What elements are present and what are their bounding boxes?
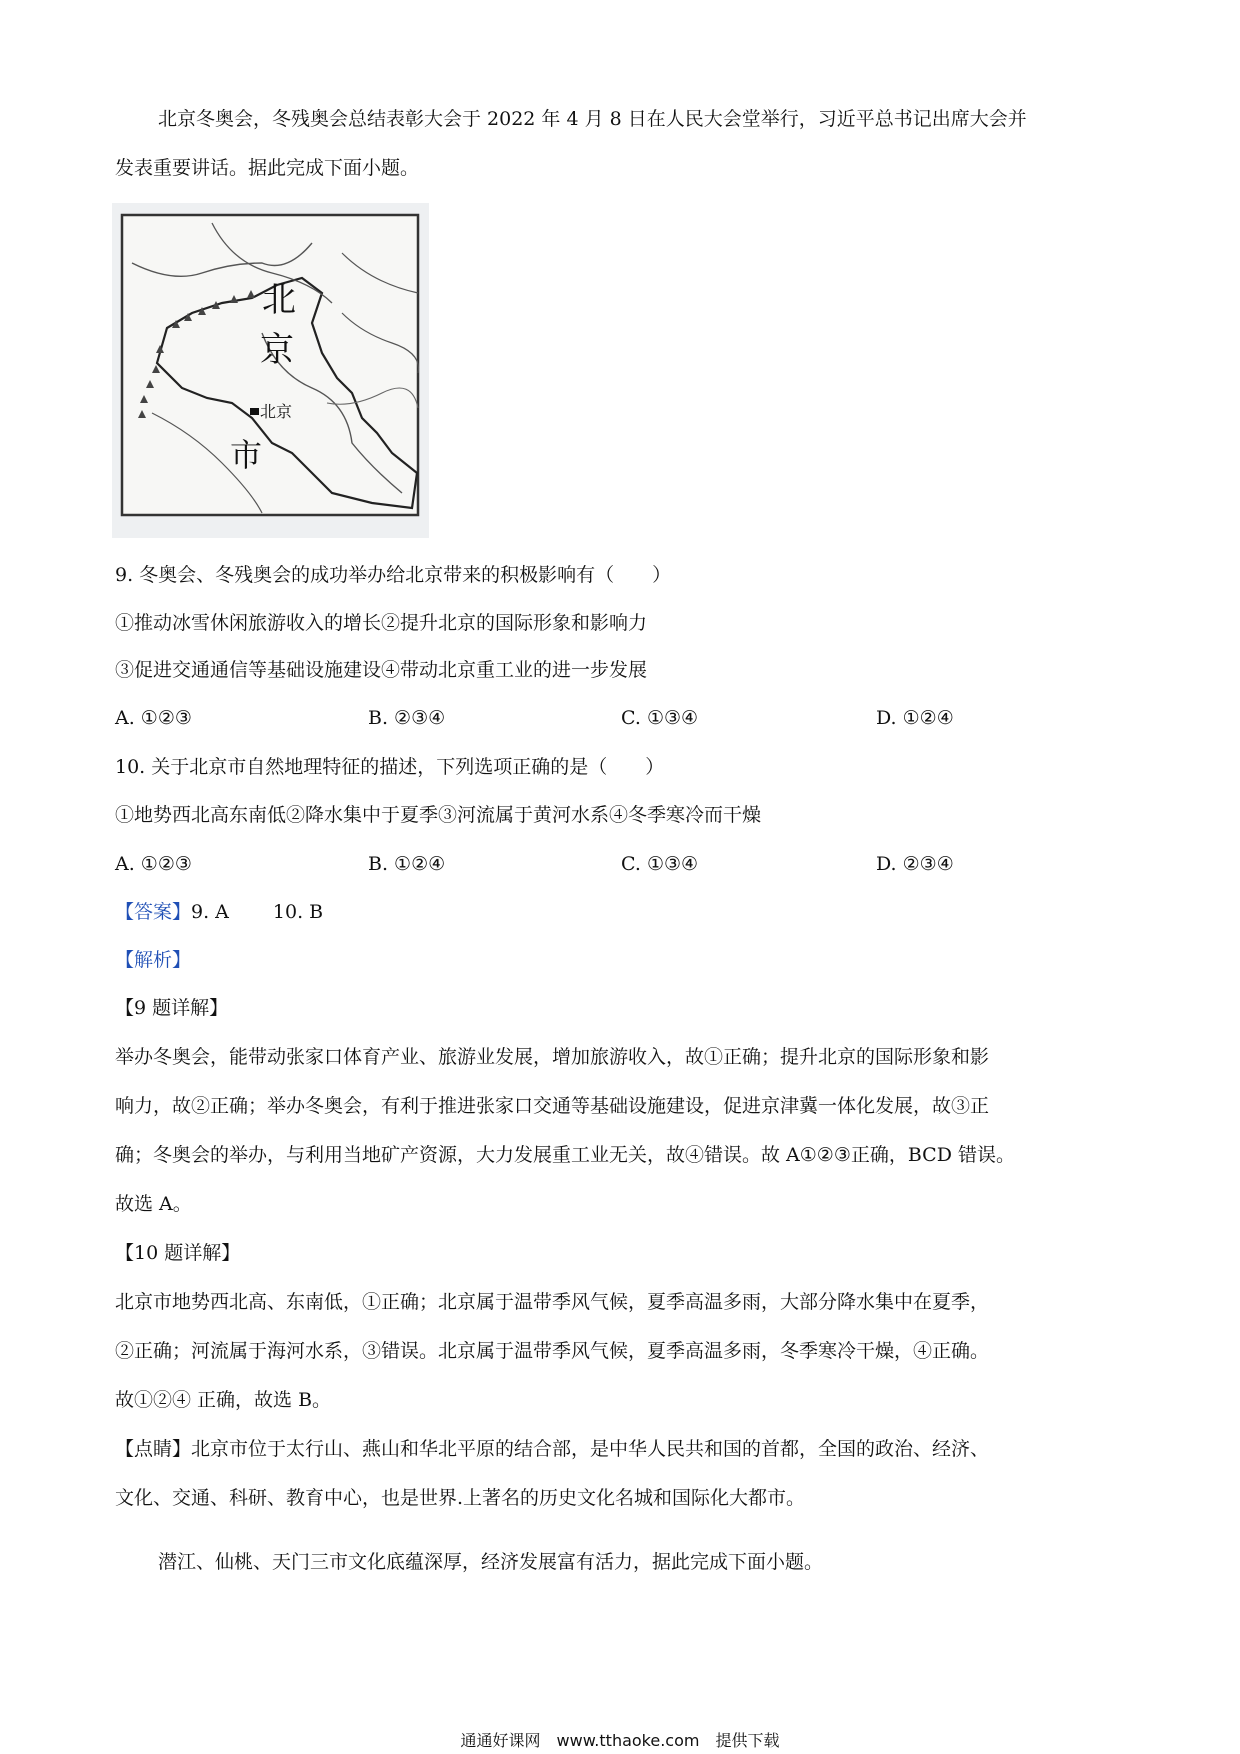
- q10-option-b: B. ①②④: [368, 853, 446, 875]
- q10-stem: 10. 关于北京市自然地理特征的描述，下列选项正确的是（ ）: [115, 756, 665, 778]
- q10-option-a: A. ①②③: [115, 853, 192, 875]
- analysis-tag: 【解析】: [115, 949, 192, 971]
- q10-detail-title: 【10 题详解】: [115, 1242, 241, 1264]
- answer-tag: 【答案】: [115, 901, 192, 923]
- beijing-map-svg: [112, 203, 429, 538]
- q9-option-d: D. ①②④: [876, 707, 954, 729]
- q9-option-b: B. ②③④: [368, 707, 446, 729]
- beijing-map-figure: [112, 203, 429, 538]
- q10-detail-line-1: 北京市地势西北高、东南低，①正确；北京属于温带季风气候，夏季高温多雨，大部分降水集中在夏季，: [115, 1291, 990, 1313]
- answer-q10: 10. B: [272, 901, 324, 923]
- q10-statement-line-1: ①地势西北高东南低②降水集中于夏季③河流属于黄河水系④冬季寒冷而干燥: [115, 804, 762, 826]
- map-label-city: 北京: [260, 402, 293, 421]
- q9-stem: 9. 冬奥会、冬残奥会的成功举办给北京带来的积极影响有（ ）: [115, 564, 672, 586]
- q10-detail-line-2: ②正确；河流属于海河水系，③错误。北京属于温带季风气候，夏季高温多雨，冬季寒冷干燥，④正确。: [115, 1340, 990, 1362]
- map-label-shi: 市: [230, 436, 263, 474]
- intro-line-1: 北京冬奥会，冬残奥会总结表彰大会于 2022 年 4 月 8 日在人民大会堂举行，习近平总书记出席大会并: [158, 108, 1027, 130]
- answer-line: [115, 897, 323, 927]
- q10-option-d: D. ②③④: [876, 853, 954, 875]
- answer-q9: 9. A: [191, 901, 229, 923]
- q10-detail-line-3: 故①②④ 正确，故选 B。: [115, 1389, 332, 1411]
- city-marker: [250, 408, 259, 415]
- intro-line-2: 发表重要讲话。据此完成下面小题。: [115, 157, 420, 179]
- q9-detail-line-4: 故选 A。: [115, 1193, 192, 1215]
- q9-detail-line-1: 举办冬奥会，能带动张家口体育产业、旅游业发展，增加旅游收入，故①正确；提升北京的国际形象和影: [115, 1046, 990, 1068]
- q9-detail-title: 【9 题详解】: [115, 997, 229, 1019]
- q9-statement-line-1: ①推动冰雪休闲旅游收入的增长②提升北京的国际形象和影响力: [115, 612, 648, 634]
- tip-text-1: 北京市位于太行山、燕山和华北平原的结合部，是中华人民共和国的首都，全国的政治、经济、: [191, 1438, 990, 1460]
- q10-option-c: C. ①③④: [621, 853, 699, 875]
- q9-statement-line-2: ③促进交通通信等基础设施建设④带动北京重工业的进一步发展: [115, 659, 648, 681]
- q9-detail-line-3: 确；冬奥会的举办，与利用当地矿产资源，大力发展重工业无关，故④错误。故 A①②③正确，BCD 错误。: [115, 1144, 1015, 1166]
- tip-line-1: [115, 1434, 989, 1464]
- q9-detail-line-2: 响力，故②正确；举办冬奥会，有利于推进张家口交通等基础设施建设，促进京津冀一体化发展，故③正: [115, 1095, 990, 1117]
- next-intro: 潜江、仙桃、天门三市文化底蕴深厚，经济发展富有活力，据此完成下面小题。: [158, 1551, 824, 1573]
- tip-line-2: 文化、交通、科研、教育中心，也是世界.上著名的历史文化名城和国际化大都市。: [115, 1487, 806, 1509]
- q9-option-a: A. ①②③: [115, 707, 192, 729]
- tip-tag: 【点睛】: [115, 1438, 192, 1460]
- map-label-bei: 北: [262, 280, 296, 320]
- footer-source: 通通好课网 www.tthaoke.com 提供下载: [460, 1731, 780, 1750]
- map-label-jing: 京: [260, 330, 294, 370]
- q9-option-c: C. ①③④: [621, 707, 699, 729]
